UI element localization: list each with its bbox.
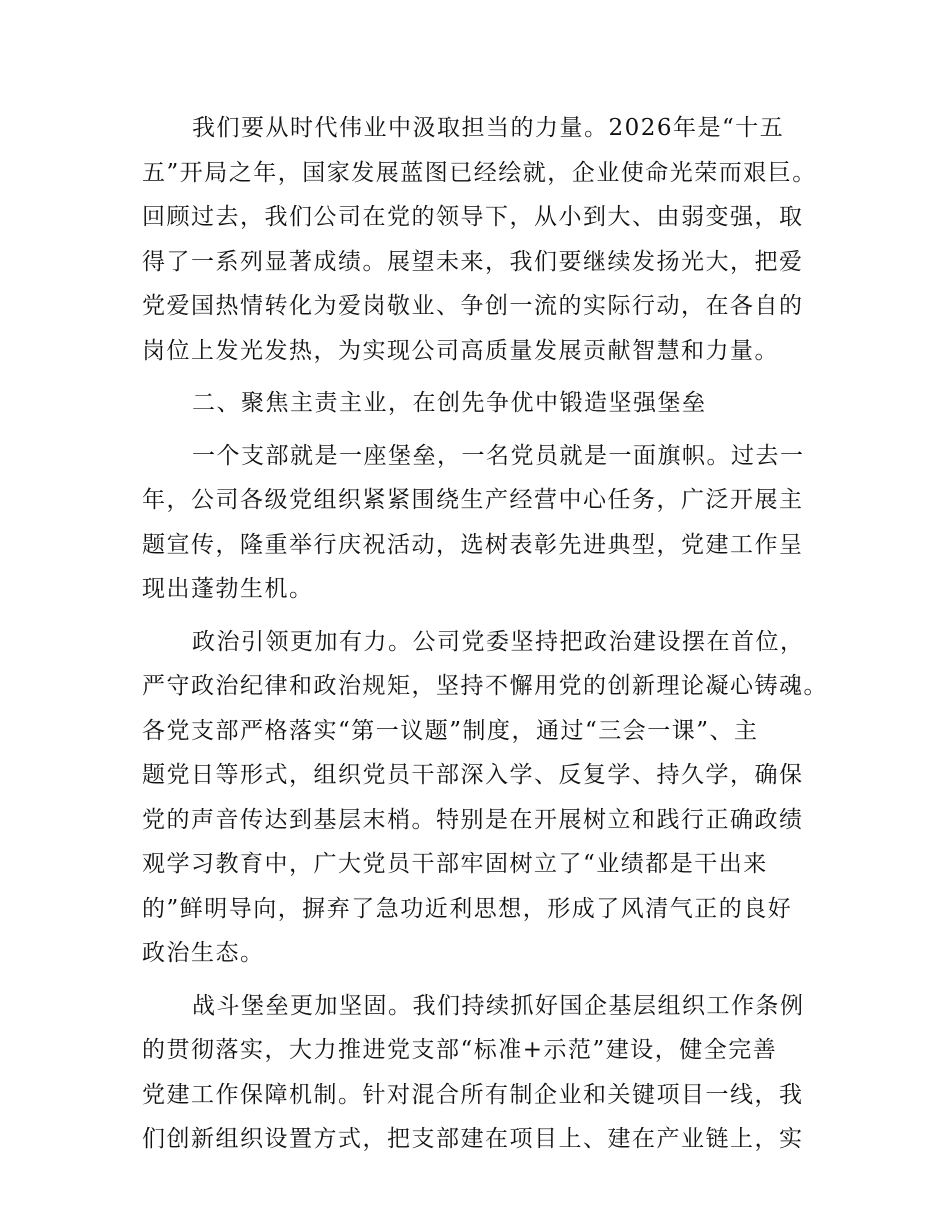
paragraph-1 (142, 106, 817, 373)
text-line: 们创新组织设置方式，把支部建在项目上、建在产业链上，实 (142, 1126, 804, 1152)
text-line: 政治生态。 (142, 940, 265, 966)
text-line: 严守政治纪律和政治规矩，坚持不懈用党的创新理论凝心铸魂。 (142, 673, 828, 699)
text-line: 题宣传，隆重举行庆祝活动，选树表彰先进典型，党建工作呈 (142, 531, 804, 558)
text-line: 现出蓬勃生机。 (142, 576, 314, 602)
document-body (142, 106, 828, 1162)
paragraph-4 (142, 620, 828, 976)
text-line: 政治引领更加有力。公司党委坚持把政治建设摆在首位， (192, 628, 805, 655)
text-line: 题党日等形式，组织党员干部深入学、反复学、持久学，确保 (142, 762, 804, 788)
paragraph-5 (142, 984, 810, 1162)
text-line: 岗位上发光发热，为实现公司高质量发展贡献智慧和力量。 (142, 337, 779, 364)
text-line: 战斗堡垒更加坚固。我们持续抓好国企基层组织工作条例 (192, 992, 805, 1019)
text-line: 的”鲜明导向，摒弃了急功近利思想，形成了风清气正的良好 (142, 895, 793, 922)
text-line: 党建工作保障机制。针对混合所有制企业和关键项目一线，我 (142, 1081, 804, 1108)
text-line: 的贯彻落实，大力推进党支部“标准+示范”建设，健全完善 (142, 1037, 778, 1063)
text-line: 我们要从时代伟业中汲取担当的力量。2026年是“十五 (192, 115, 785, 141)
text-line: 观学习教育中，广大党员干部牢固树立了“业绩都是干出来 (142, 851, 768, 877)
text-line: 各党支部严格落实“第一议题”制度，通过“三会一课”、主 (142, 717, 759, 744)
section-heading (142, 381, 810, 426)
heading-line: 二、聚焦主责主业，在创先争优中锻造坚强堡垒 (192, 390, 707, 416)
text-line: 党爱国热情转化为爱岗敬业、争创一流的实际行动，在各自的 (142, 293, 804, 319)
text-line: 回顾过去，我们公司在党的领导下，从小到大、由弱变强，取 (142, 204, 804, 230)
paragraph-3 (142, 434, 810, 612)
text-line: 年，公司各级党组织紧紧围绕生产经营中心任务，广泛开展主 (142, 487, 804, 513)
text-line: 得了一系列显著成绩。展望未来，我们要继续发扬光大，把爱 (142, 248, 804, 275)
text-line: 一个支部就是一座堡垒，一名党员就是一面旗帜。过去一 (192, 442, 805, 469)
text-line: 党的声音传达到基层末梢。特别是在开展树立和践行正确政绩 (142, 806, 804, 833)
text-line: 五”开局之年，国家发展蓝图已经绘就，企业使命光荣而艰巨。 (142, 159, 817, 186)
